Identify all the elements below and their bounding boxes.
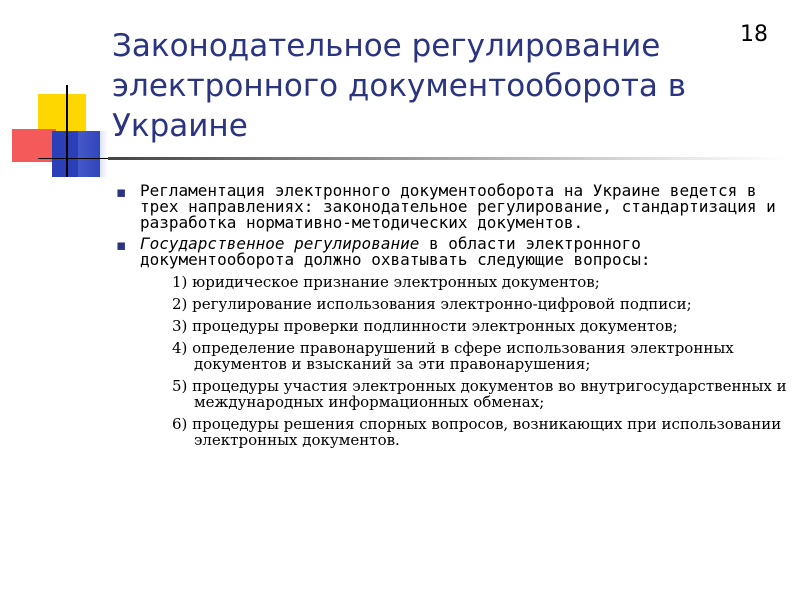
bullet-item xyxy=(116,236,788,448)
list-item: 3) процедуры проверки подлинности электронных документов; xyxy=(172,317,678,335)
decor-blue-fade xyxy=(78,131,108,177)
list-item: 6) процедуры решения спорных вопросов, возникающих при использовании электронных документов. xyxy=(172,415,782,449)
bullet-item xyxy=(116,183,788,231)
list-item: 4) определение правонарушений в сфере использования электронных документов и взысканий за эти правонарушения; xyxy=(172,339,734,373)
slide-content xyxy=(116,183,788,454)
list-item: 1) юридическое признание электронных документов; xyxy=(172,273,600,291)
square-bullet-icon: ▪ xyxy=(116,236,127,254)
list-item: 2) регулирование использования электронно-цифровой подписи; xyxy=(172,295,692,313)
decor-horizontal-line xyxy=(38,158,108,159)
title-underline xyxy=(108,157,788,160)
page-number: 18 xyxy=(740,22,768,47)
bullet-emphasis: Государственное регулирование xyxy=(140,234,420,253)
bullet-text: в области электронного документооборота должно охватывать следующие вопросы: xyxy=(140,234,651,269)
square-bullet-icon: ▪ xyxy=(116,183,127,201)
bullet-text: Регламентация электронного документооборота на Украине ведется в трех направлениях: законодательное регулирование, стандартизация и разработка нормативно-методических документов. xyxy=(140,181,776,232)
decor-vertical-line xyxy=(66,85,68,177)
sub-list xyxy=(140,274,788,448)
slide-title: Законодательное регулирование электронного документооборота в Украине xyxy=(112,28,687,144)
list-item: 5) процедуры участия электронных документов во внутригосударственных и международных информационных обменах; xyxy=(172,377,787,411)
